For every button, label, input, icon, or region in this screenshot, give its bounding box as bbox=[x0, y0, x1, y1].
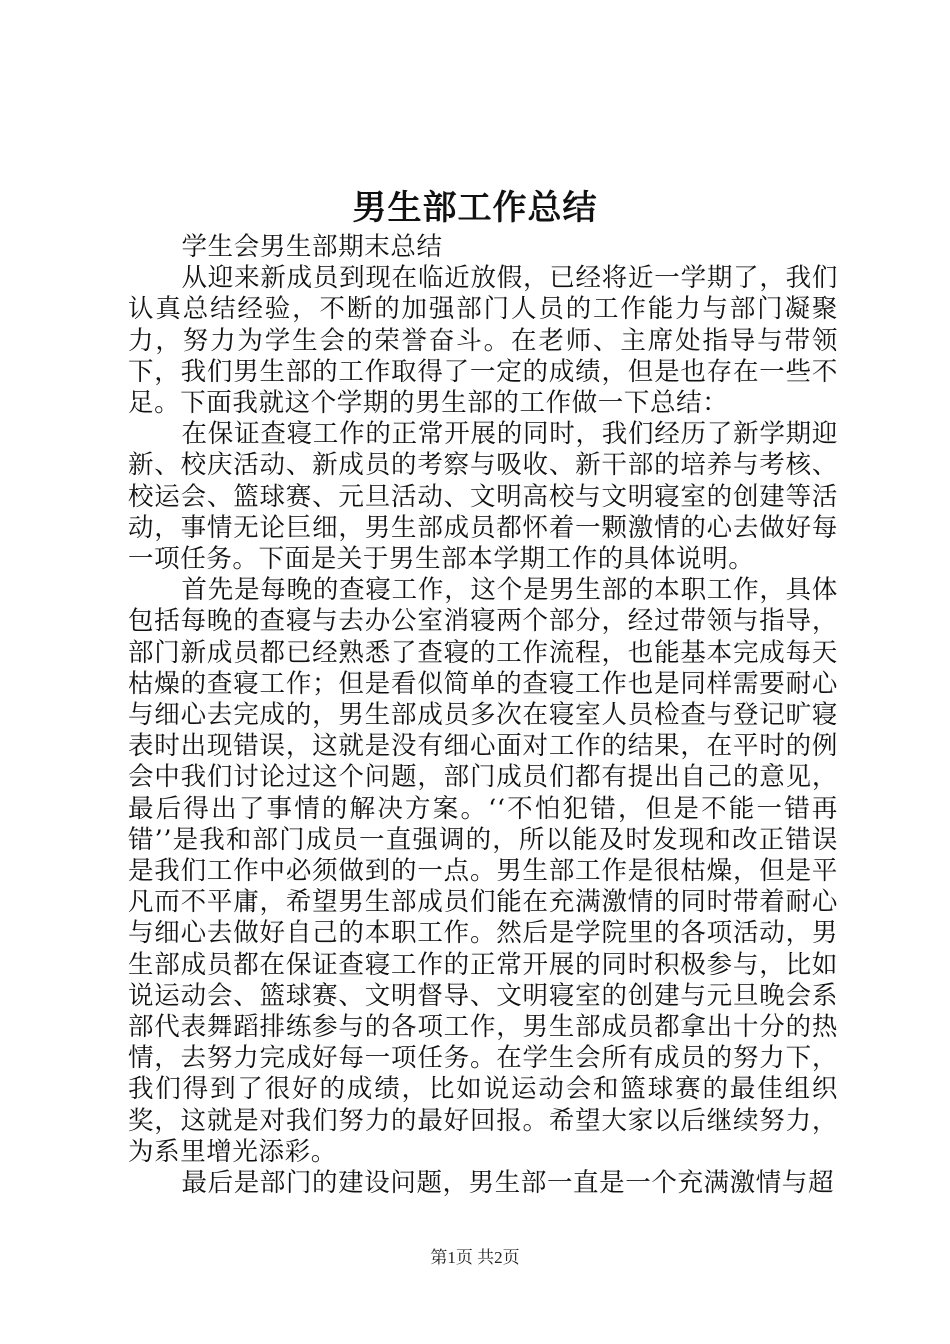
paragraph-activities: 在保证查寝工作的正常开展的同时，我们经历了新学期迎新、校庆活动、新成员的考察与吸收、新干部的培养与考核、校运会、篮球赛、元旦活动、文明高校与文明寝室的创建等活动，事情无论巨细，男生部成员都怀着一颗激情的心去做好每一项任务。下面是关于男生部本学期工作的具体说明。 bbox=[128, 419, 838, 575]
document-body bbox=[128, 232, 838, 1199]
document-subtitle: 学生会男生部期末总结 bbox=[181, 232, 443, 262]
paragraph-dorm-check: 首先是每晚的查寝工作，这个是男生部的本职工作，具体包括每晚的查寝与去办公室消寝两个部分，经过带领与指导，部门新成员都已经熟悉了查寝的工作流程，也能基本完成每天枯燥的查寝工作；但是看似简单的查寝工作也是同样需要耐心与细心去完成的，男生部成员多次在寝室人员检查与登记旷寝表时出现错误，这就是没有细心面对工作的结果，在平时的例会中我们讨论过这个问题，部门成员们都有提出自己的意见，最后得出了事情的解决方案。‘‘不怕犯错，但是不能一错再错’’是我和部门成员一直强调的，所以能及时发现和改正错误是我们工作中必须做到的一点。男生部工作是很枯燥，但是平凡而不平庸，希望男生部成员们能在充满激情的同时带着耐心与细心去做好自己的本职工作。然后是学院里的各项活动，男生部成员都在保证查寝工作的正常开展的同时积极参与，比如说运动会、篮球赛、文明督导、文明寝室的创建与元旦晚会系部代表舞蹈排练参与的各项工作，男生部成员都拿出十分的热情，去努力完成好每一项任务。在学生会所有成员的努力下，我们得到了很好的成绩，比如说运动会和篮球赛的最佳组织奖，这就是对我们努力的最好回报。希望大家以后继续努力，为系里增光添彩。 bbox=[128, 575, 838, 1167]
paragraph-department-building: 最后是部门的建设问题，男生部一直是一个充满激情与超 bbox=[181, 1168, 835, 1199]
page-number-footer: 第1页 共2页 bbox=[430, 1248, 520, 1267]
document-title: 男生部工作总结 bbox=[352, 188, 598, 228]
paragraph-intro: 从迎来新成员到现在临近放假，已经将近一学期了，我们认真总结经验，不断的加强部门人员的工作能力与部门凝聚力，努力为学生会的荣誉奋斗。在老师、主席处指导与带领下，我们男生部的工作取得了一定的成绩，但是也存在一些不足。下面我就这个学期的男生部的工作做一下总结： bbox=[128, 263, 838, 419]
